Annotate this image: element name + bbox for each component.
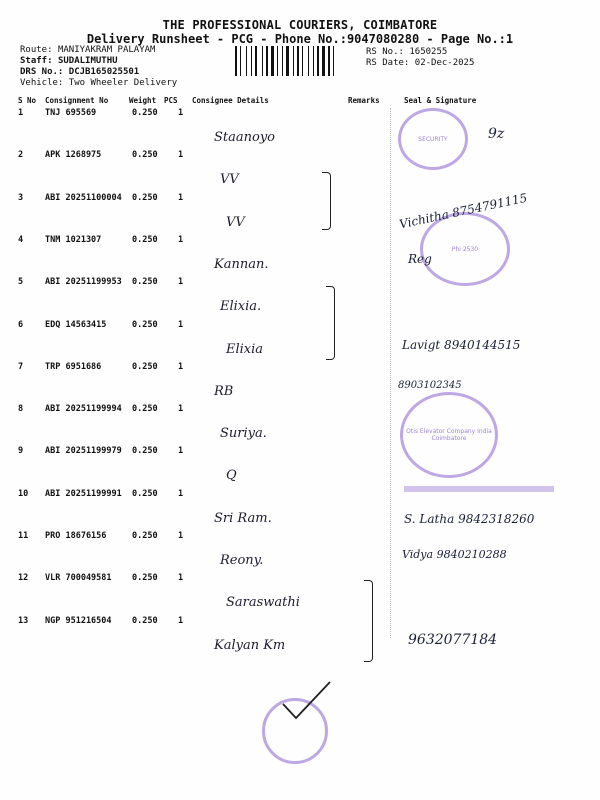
cell-consignment: TNM 1021307 [45,234,102,245]
cell-consignee-handwritten: Suriya. [220,426,267,442]
signature-row-6: Lavigt 8940144515 [402,338,521,352]
drs-value: DCJB165025501 [68,67,140,77]
table-row [18,573,588,615]
barcode-bar [269,46,270,76]
cell-weight: 0.250 [132,234,158,245]
table-row [18,616,588,658]
col-consignment: Consignment No [45,96,109,105]
table-row [18,404,588,446]
table-row [18,446,588,488]
rs-date-line [366,58,474,69]
barcode-bar [331,46,332,76]
cell-pcs: 1 [178,573,184,584]
barcode-bar [302,46,303,76]
stamp-text: Phi 2530 [451,245,479,253]
barcode-bar [328,46,330,76]
cell-consignment: NGP 951216504 [45,615,112,626]
barcode-bar [300,46,301,76]
barcode-bar [313,46,314,76]
cell-consignment: ABI 20251100004 [45,192,122,203]
drs-line [20,67,177,78]
vehicle-value: Two Wheeler Delivery [68,78,178,88]
table-row [18,362,588,404]
stamp-text: SECURITY [418,135,448,143]
vehicle-line [20,78,177,89]
staff-line [20,56,177,67]
cell-consignment: EDQ 14563415 [45,319,107,330]
cell-consignee-handwritten: Staanoyo [214,130,276,145]
rs-no-value: 1650255 [409,47,448,57]
cell-weight: 0.250 [132,573,158,584]
cell-weight: 0.250 [132,150,158,161]
cell-consignee-handwritten: VV [226,214,245,230]
barcode-bar [310,46,312,76]
barcode-bar [295,46,296,76]
barcode-bar [335,46,337,76]
meta-left-block [20,45,177,89]
barcode-bar [235,46,237,76]
cell-weight: 0.250 [132,108,158,118]
cell-weight: 0.250 [132,615,158,626]
cell-consignee-handwritten: Kalyan Km [214,637,286,653]
rs-no-label: RS No.: [366,47,404,57]
barcode-bar [315,46,316,76]
barcode-bar [264,46,265,76]
cell-sno: 11 [18,531,29,541]
col-sno: S No [18,96,37,105]
barcode-bar [304,46,307,76]
barcode-bar [286,46,289,76]
cell-sno: 1 [18,108,24,118]
cell-consignee-handwritten: Elixia [226,341,264,357]
seal-stamp [398,108,468,170]
cell-consignment: ABI 20251199953 [45,277,122,288]
drs-label: DRS No.: [20,67,64,77]
cell-consignee-handwritten: Q [226,468,237,484]
barcode-bar [271,46,274,76]
cell-consignment: ABI 20251199991 [45,488,122,499]
barcode-bar [266,46,268,76]
cell-weight: 0.250 [132,488,158,499]
cell-pcs: 1 [178,531,184,541]
cell-pcs: 1 [178,488,184,499]
barcode-bar [242,46,245,76]
cell-pcs: 1 [178,234,184,245]
barcode-bar [282,46,283,76]
signature-row-7: 8903102345 [398,380,462,391]
cell-weight: 0.250 [132,446,158,457]
route-label: Route: [20,45,53,55]
sheet-subtitle: Delivery Runsheet - PCG - Phone No.:9047080280 - Page No.:1 [86,32,514,46]
group-bracket [364,580,373,662]
group-bracket [322,172,331,230]
barcode-bar [246,46,247,76]
barcode-bar [320,46,321,76]
col-weight: Weight [129,96,157,105]
barcode-bar [277,46,278,76]
barcode-bar [297,46,299,76]
route-value: MANIYAKRAM PALAYAM [57,45,156,55]
cell-weight: 0.250 [132,319,158,330]
cell-consignee-handwritten: RB [214,383,234,399]
signature-row-11: Vidya 9840210288 [402,548,507,561]
cell-consignee-handwritten: Reony. [220,553,264,568]
rs-no-line [366,47,474,58]
table-header [18,96,588,108]
signature-row-5: Reg [408,252,432,266]
barcode-bar [238,46,239,76]
cell-sno: 13 [18,615,29,626]
cell-sno: 10 [18,488,29,499]
barcode-bar [333,46,334,76]
table-row [18,150,588,192]
table-row [18,277,588,319]
vehicle-label: Vehicle: [20,78,64,88]
barcode-bar [293,46,294,76]
cell-consignment: APK 1268975 [45,150,102,161]
barcode-bar [284,46,285,76]
col-consignee: Consignee Details [192,96,269,105]
barcode-bar [322,46,325,76]
cell-sno: 6 [18,319,24,330]
barcode [235,46,363,76]
barcode-bar [279,46,281,76]
seal-stamp [400,392,498,478]
staff-value: SUDALIMUTHU [57,56,118,66]
barcode-bar [317,46,319,76]
rs-date-value: 02-Dec-2025 [414,58,475,68]
cell-sno: 5 [18,277,24,288]
route-line [20,45,177,56]
cell-pcs: 1 [178,108,184,118]
cell-consignment: PRO 18676156 [45,531,107,541]
cell-consignment: TNJ 695569 [45,108,97,118]
cell-sno: 7 [18,361,24,372]
group-bracket [326,286,335,360]
col-seal: Seal & Signature [404,96,477,105]
cell-pcs: 1 [178,150,184,161]
cell-weight: 0.250 [132,404,158,415]
meta-right-block [366,47,474,69]
cell-pcs: 1 [178,615,184,626]
stamp-text: Otis Elevator Company India Coimbatore [406,428,492,442]
cell-pcs: 1 [178,192,184,203]
cell-weight: 0.250 [132,361,158,372]
cell-consignment: ABI 20251199994 [45,404,122,415]
barcode-bar [255,46,257,76]
col-remarks: Remarks [348,96,380,105]
cell-pcs: 1 [178,446,184,457]
barcode-bar [290,46,292,76]
cell-sno: 8 [18,404,24,415]
barcode-bar [258,46,261,76]
cell-sno: 2 [18,150,24,161]
cell-weight: 0.250 [132,277,158,288]
checkmark-icon [278,676,338,726]
barcode-bar [308,46,309,76]
staff-label: Staff: [20,56,53,66]
barcode-bar [248,46,250,76]
col-pcs: PCS [164,96,178,105]
cell-consignment: VLR 700049581 [45,573,112,584]
cell-consignee-handwritten: Elixia. [220,299,262,315]
barcode-bar [262,46,263,76]
barcode-bar [240,46,241,76]
signature-row-10: S. Latha 9842318260 [404,512,535,526]
sheet-title: THE PROFESSIONAL COURIERS, COIMBATORE [162,18,438,32]
cell-sno: 9 [18,446,24,457]
barcode-bar [275,46,276,76]
cell-consignment: ABI 20251199979 [45,446,122,457]
signature-row-3: Vichitha 8754791115 [397,190,529,232]
barcode-bar [251,46,252,76]
cell-consignee-handwritten: Saraswathi [226,595,300,611]
cell-weight: 0.250 [132,531,158,541]
cell-weight: 0.250 [132,192,158,203]
cell-consignment: TRP 6951686 [45,361,102,372]
barcode-bar [253,46,254,76]
cell-pcs: 1 [178,361,184,372]
cell-pcs: 1 [178,277,184,288]
cell-sno: 12 [18,573,29,584]
rs-date-label: RS Date: [366,58,410,68]
cell-consignee-handwritten: VV [220,172,239,188]
seal-stamp-strip [404,486,554,492]
cell-sno: 3 [18,192,24,203]
cell-pcs: 1 [178,319,184,330]
signature-row-13: 9632077184 [408,632,498,648]
barcode-bar [326,46,327,76]
cell-consignee-handwritten: Kannan. [214,256,269,272]
cell-consignee-handwritten: Sri Ram. [214,510,272,526]
cell-pcs: 1 [178,404,184,415]
signature-row-1: 9z [488,126,505,142]
cell-sno: 4 [18,234,24,245]
